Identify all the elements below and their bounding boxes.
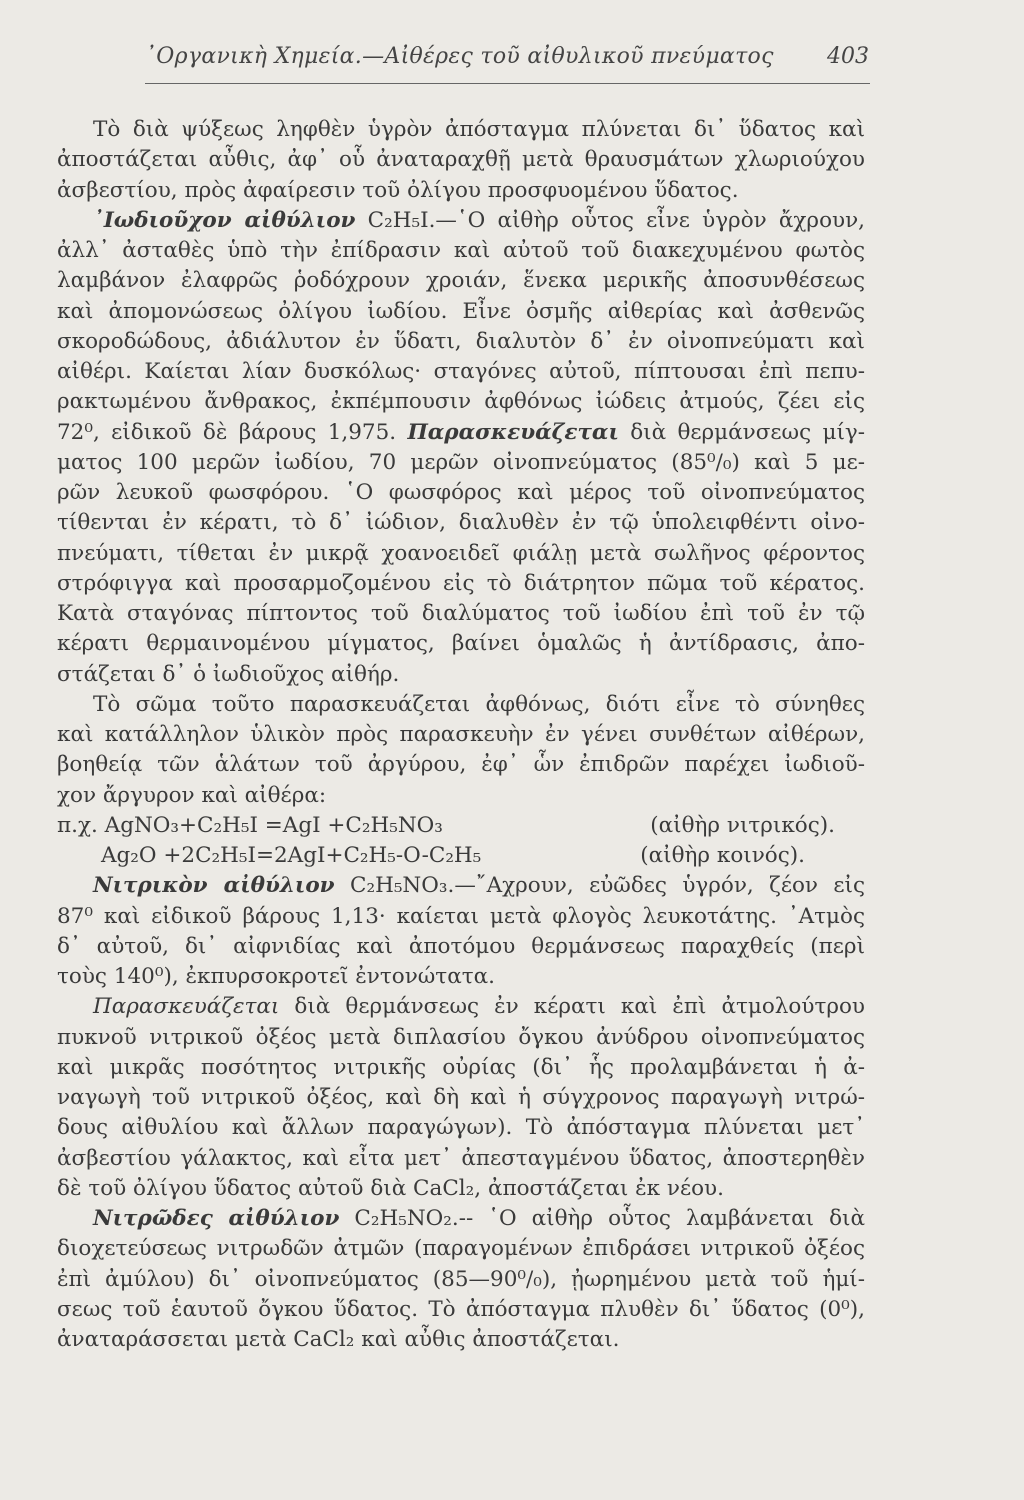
text-line: ρῶν λευκοῦ φωσφόρου. ῾Ο φωσφόρος καὶ μέρος τοῦ οἰνοπνεύματος [57,480,865,505]
text-line: λαμβάνον ἐλαφρῶς ῥοδόχρουν χροιάν, ἕνεκα μερικῆς ἀποσυνθέσεως [57,268,865,294]
page-header [145,44,875,84]
text-span: C₂H₅NO₂.-- ῾Ο αἰθὴρ οὗτος λαμβάνεται διὰ [339,1206,865,1231]
text-span: διὰ θερμάνσεως ἐν κέρατι καὶ ἐπὶ ἀτμολούτρου [279,994,865,1020]
text-line: Κατὰ σταγόνας πίπτοντος τοῦ διαλύματος τοῦ ἰωδίου ἐπὶ τοῦ ἐν τῷ [57,601,865,626]
text-line: στρόφιγγα καὶ προσαρμοζομένου εἰς τὸ διάτρητον πῶμα τοῦ κέρατος. [57,570,865,596]
text-line: δ᾿ αὐτοῦ, δι᾿ αἰφνιδίας καὶ ἀποτόμου θερμάνσεως παραχθείς (περὶ [57,933,865,959]
text-line [57,206,865,236]
equation-formula: π.χ. AgNO₃+C₂H₅I =AgI +C₂H₅NO₃ [57,812,443,838]
section-term-ethyl-iodide: ᾿Ιωδιοῦχον αἰθύλιον [93,207,356,233]
text-span: 72⁰, εἰδικοῦ δὲ βάρους 1,975. [57,419,408,445]
equation-note: (αἰθὴρ νιτρικός). [650,812,835,838]
chemical-equation [57,811,865,841]
text-line: πυκνοῦ νιτρικοῦ ὀξέος μετὰ διπλασίου ὄγκου ἀνύδρου οἰνοπνεύματος [57,1024,865,1050]
text-line: χον ἄργυρον καὶ αἰθέρα: [57,782,327,808]
equation-note: (αἰθὴρ κοινός). [640,843,805,868]
preparation-term: Παρασκευάζεται [93,994,280,1020]
paragraph-ethyl-nitrite [57,1204,865,1355]
text-line: 87⁰ καὶ εἰδικοῦ βάρους 1,13· καίεται μετὰ φλογὸς λευκοτάτης. ᾿Ατμὸς [57,903,865,929]
text-span: C₂H₅NO₃.—῎Αχρουν, εὐῶδες ὑγρόν, ζέον εἰς [334,873,865,899]
text-line: ναγωγὴ τοῦ νιτρικοῦ ὀξέος, καὶ δὴ καὶ ἡ σύγχρονος παραγωγὴ νιτρώ- [57,1085,865,1110]
text-line: Τὸ διὰ ψύξεως ληφθὲν ὑγρὸν ἀπόσταγμα πλύνεται δι᾿ ὕδατος καὶ [93,117,865,142]
text-line: Τὸ σῶμα τοῦτο παρασκευάζεται ἀφθόνως, διότι εἶνε τὸ σύνηθες [93,691,865,717]
text-line [57,418,865,448]
text-line: ἀσβεστίου γάλακτος, καὶ εἶτα μετ᾿ ἀπεσταγμένου ὕδατος, ἀποστερηθὲν [57,1145,865,1171]
text-line: αἰθέρι. Καίεται λίαν δυσκόλως· σταγόνες αὐτοῦ, πίπτουσαι ἐπὶ πεπυ- [57,359,865,384]
text-line: τοὺς 140⁰), ἐκπυρσοκροτεῖ ἐντονώτατα. [57,964,495,989]
text-line: καὶ ἀπομονώσεως ὀλίγου ἰωδίου. Εἶνε ὀσμῆς αἰθερίας καὶ ἀσθενῶς [57,298,865,324]
text-line: καὶ κατάλληλον ὑλικὸν πρὸς παρασκευὴν ἐν γένει συνθέτων αἰθέρων, [57,722,865,747]
text-line: ἀποστάζεται αὖθις, ἀφ᾿ οὗ ἀναταραχθῇ μετὰ θραυσμάτων χλωριούχου [57,147,865,173]
text-line: στάζεται δ᾿ ὁ ἰωδιοῦχος αἰθήρ. [57,661,400,687]
text-line: βοηθείᾳ τῶν ἁλάτων τοῦ ἀργύρου, ἐφ᾿ ὧν ἐπιδρῶν παρέχει ἰωδιοῦ- [57,752,865,778]
text-line: καὶ μικρᾶς ποσότητος νιτρικῆς οὐρίας (δι᾿ ἧς προλαμβάνεται ἡ ἀ- [57,1054,865,1080]
text-line: σκοροδώδους, ἀδιάλυτον ἐν ὕδατι, διαλυτὸν δ᾿ ἐν οἰνοπνεύματι καὶ [57,328,865,354]
running-title: ᾿Οργανικὴ Χημεία.—Αἰθέρες τοῦ αἰθυλικοῦ πνεύματος [145,44,774,69]
chemical-equation [57,841,865,871]
text-line: τίθενται ἐν κέρατι, τὸ δ᾿ ἰώδιον, διαλυθὲν ἐν τῷ ὑπολειφθέντι οἰνο- [57,510,865,536]
paragraph-distillate-washing [57,115,865,206]
text-line: διοχετεύσεως νιτρωδῶν ἀτμῶν (παραγομένων ἐπιδράσει νιτρικοῦ ὀξέος [57,1236,865,1262]
paragraph-nitrate-preparation [57,992,865,1204]
text-line: δους αἰθυλίου καὶ ἄλλων παραγώγων). Τὸ ἀπόσταγμα πλύνεται μετ᾿ [57,1115,865,1141]
section-term-ethyl-nitrite: Νιτρῶδες αἰθύλιον [93,1206,340,1231]
preparation-term: Παρασκευάζεται [407,419,619,445]
page-number: 403 [827,44,869,69]
text-line: ἀναταράσσεται μετὰ CaCl₂ καὶ αὖθις ἀποστάζεται. [57,1327,620,1352]
text-line: δὲ τοῦ ὀλίγου ὕδατος αὐτοῦ διὰ CaCl₂, ἀποστάζεται ἐκ νέου. [57,1175,724,1201]
text-line: ματος 100 μερῶν ἰωδίου, 70 μερῶν οἰνοπνεύματος (85⁰/₀) καὶ 5 με- [57,449,865,475]
text-line: ἀλλ᾿ ἀσταθὲς ὑπὸ τὴν ἐπίδρασιν καὶ αὐτοῦ τοῦ διακεχυμένου φωτὸς [57,238,865,263]
text-span: διὰ θερμάνσεως μίγ- [618,419,865,445]
paragraph-ester-preparation [57,690,865,872]
text-line: ἐπὶ ἀμύλου) δι᾿ οἰνοπνεύματος (85—90⁰/₀), ᾐωρημένου μετὰ τοῦ ἡμί- [57,1266,865,1292]
paragraph-ethyl-iodide [57,206,865,690]
text-line [57,992,865,1022]
header-rule [145,83,870,84]
text-span: C₂H₅I.—῾Ο αἰθὴρ οὗτος εἶνε ὑγρὸν ἄχρουν, [355,207,865,233]
text-line: πνεύματι, τίθεται ἐν μικρᾷ χοανοειδεῖ φιάλῃ μετὰ σωλῆνος φέροντος [57,540,865,566]
section-term-ethyl-nitrate: Νιτρικὸν αἰθύλιον [93,873,335,899]
paragraph-ethyl-nitrate [57,871,865,992]
text-line: κέρατι θερμαινομένου μίγματος, βαίνει ὁμαλῶς ἡ ἀντίδρασις, ἀπο- [57,631,865,657]
text-line: ρακτωμένου ἄνθρακος, ἐκπέμπουσιν ἀφθόνως ἰώδεις ἀτμούς, ζέει εἰς [57,389,865,415]
body-text [57,115,865,1355]
text-line [57,871,865,901]
text-line: σεως τοῦ ἑαυτοῦ ὄγκου ὕδατος. Τὸ ἀπόσταγμα πλυθὲν δι᾿ ὕδατος (0⁰), [57,1296,865,1322]
text-line [57,1204,865,1234]
equation-formula: Ag₂O +2C₂H₅I=2AgI+C₂H₅-O-C₂H₅ [101,843,482,868]
text-line: ἀσβεστίου, πρὸς ἀφαίρεσιν τοῦ ὀλίγου προσφυομένου ὕδατος. [57,177,739,203]
